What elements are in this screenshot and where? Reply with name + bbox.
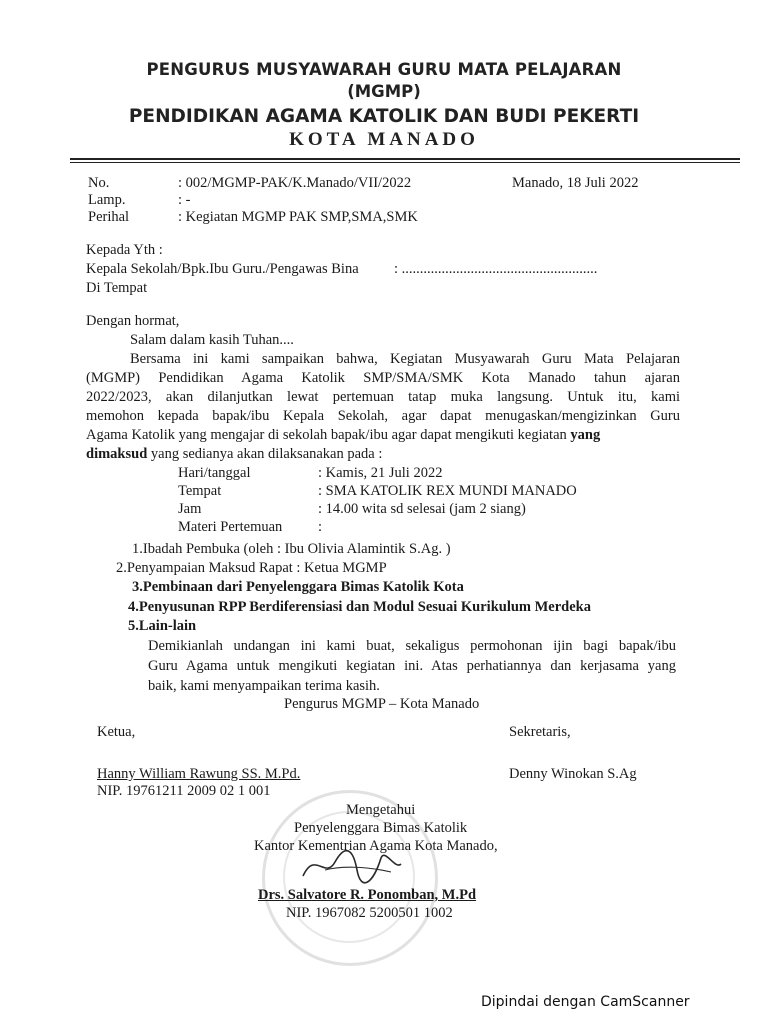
sekretaris-name: Denny Winokan S.Ag: [509, 766, 637, 782]
recipient-line-2-label: Kepala Sekolah/Bpk.Ibu Guru./Pengawas Bina: [86, 261, 359, 277]
place-date: Manado, 18 Juli 2022: [512, 175, 639, 191]
sekretaris-title: Sekretaris,: [509, 724, 571, 740]
schedule-time-value: : 14.00 wita sd selesai (jam 2 siang): [318, 501, 526, 517]
schedule-time-label: Jam: [178, 501, 202, 517]
no-value: : 002/MGMP-PAK/K.Manado/VII/2022: [178, 175, 412, 191]
ketua-name: Hanny William Rawung SS. M.Pd.: [97, 766, 301, 782]
ketua-nip: NIP. 19761211 2009 02 1 001: [97, 783, 271, 799]
body-line-1: Bersama ini kami sampaikan bahwa, Kegiatan Musyawarah Guru Mata Pelajaran: [130, 351, 680, 367]
closing-line-3: baik, kami menyampaikan terima kasih.: [148, 678, 380, 694]
recipient-line-3: Di Tempat: [86, 280, 148, 296]
agenda-item-3: 3.Pembinaan dari Penyelenggara Bimas Katolik Kota: [132, 579, 464, 595]
schedule-date-label: Hari/tanggal: [178, 465, 251, 481]
scanner-watermark: Dipindai dengan CamScanner: [481, 994, 690, 1010]
header-rule-thick: [70, 158, 740, 160]
agenda-item-4: 4.Penyusunan RPP Berdiferensiasi dan Modul Sesuai Kurikulum Merdeka: [128, 599, 591, 615]
schedule-topics-label: Materi Pertemuan: [178, 519, 283, 535]
recipient-line-2-value: : ......................................................: [394, 261, 598, 277]
closing-org: Pengurus MGMP – Kota Manado: [284, 696, 480, 712]
agenda-item-2: 2.Penyampaian Maksud Rapat : Ketua MGMP: [116, 560, 387, 576]
greeting: Dengan hormat,: [86, 313, 180, 329]
approval-line-2: Penyelenggara Bimas Katolik: [294, 820, 468, 836]
header-rule-thin: [70, 162, 740, 163]
ketua-title: Ketua,: [97, 724, 136, 740]
letterhead-line-1: PENGURUS MUSYAWARAH GURU MATA PELAJARAN: [146, 60, 622, 79]
body-line-6-bold: dimaksud: [86, 446, 148, 462]
body-line-5: [86, 426, 600, 445]
schedule-place-value: : SMA KATOLIK REX MUNDI MANADO: [318, 483, 577, 499]
schedule-topics-value: :: [318, 519, 323, 535]
no-label: No.: [88, 175, 110, 191]
closing-line-1: Demikianlah undangan ini kami buat, sekaligus permohonan ijin bagi bapak/ibu: [148, 638, 676, 654]
body-line-5-bold: yang: [570, 427, 601, 443]
schedule-date-value: : Kamis, 21 Juli 2022: [318, 465, 443, 481]
agenda-item-1: 1.Ibadah Pembuka (oleh : Ibu Olivia Alamintik S.Ag. ): [132, 541, 451, 557]
body-line-4: memohon kepada bapak/ibu Kepala Sekolah, agar dapat menugaskan/mengizinkan Guru: [86, 408, 680, 424]
lamp-label: Lamp.: [88, 192, 126, 208]
body-line-6: [86, 445, 382, 464]
body-line-2: (MGMP) Pendidikan Agama Katolik SMP/SMA/SMK Kota Manado tahun ajaran: [86, 370, 680, 386]
perihal-label: Perihal: [88, 209, 130, 225]
salutation: Salam dalam kasih Tuhan....: [130, 332, 294, 348]
recipient-line-1: Kepada Yth :: [86, 242, 163, 258]
body-line-6-text: yang sedianya akan dilaksanakan pada :: [147, 446, 383, 462]
official-nip: NIP. 1967082 5200501 1002: [286, 905, 453, 921]
body-line-5-text: Agama Katolik yang mengajar di sekolah bapak/ibu agar dapat mengikuti kegiatan: [86, 427, 567, 443]
approval-line-1: Mengetahui: [346, 802, 416, 818]
approval-line-3: Kantor Kementrian Agama Kota Manado,: [254, 838, 498, 854]
schedule-place-label: Tempat: [178, 483, 222, 499]
letterhead-line-3: PENDIDIKAN AGAMA KATOLIK DAN BUDI PEKERTI: [128, 106, 640, 127]
lamp-value: : -: [178, 192, 191, 208]
official-name: Drs. Salvatore R. Ponomban, M.Pd: [258, 887, 477, 903]
letterhead-line-2: (MGMP): [347, 82, 421, 101]
body-line-3: 2022/2023, akan dilanjutkan lewat pertemuan tatap muka langsung. Untuk itu, kami: [86, 389, 680, 405]
agenda-item-5: 5.Lain-lain: [128, 618, 197, 634]
closing-line-2: Guru Agama untuk mengikuti kegiatan ini. Atas perhatiannya dan kerjasama yang: [148, 658, 676, 674]
perihal-value: : Kegiatan MGMP PAK SMP,SMA,SMK: [178, 209, 418, 225]
letterhead-line-4: KOTA MANADO: [289, 129, 479, 150]
